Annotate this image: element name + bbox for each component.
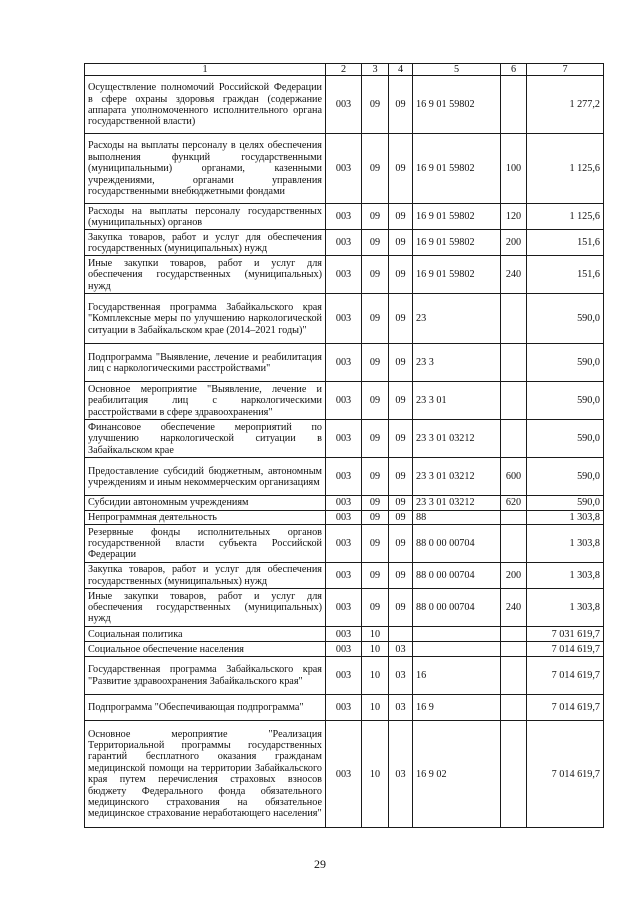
subsection-code-cell: 09	[389, 382, 413, 420]
subsection-code-cell: 09	[389, 563, 413, 589]
section-code-cell: 09	[362, 204, 389, 230]
section-code-cell: 09	[362, 525, 389, 563]
expense-type-cell: 620	[501, 496, 527, 510]
header-row	[85, 64, 604, 76]
row-name-cell: Государственная программа Забайкальского края "Развитие здравоохранения Забайкальского края"	[85, 657, 326, 695]
amount-cell: 590,0	[527, 458, 604, 496]
table-row	[85, 525, 604, 563]
row-name-cell: Иные закупки товаров, работ и услуг для обеспечения государственных (муниципальных) нужд	[85, 256, 326, 294]
expense-type-cell: 100	[501, 134, 527, 204]
table-row	[85, 420, 604, 458]
row-name-cell: Государственная программа Забайкальского края "Комплексные меры по улучшению наркологической ситуации в Забайкальском крае (2014–2021 годы)"	[85, 294, 326, 344]
table-row	[85, 657, 604, 695]
admin-code-cell: 003	[326, 657, 362, 695]
expense-type-cell	[501, 382, 527, 420]
expense-type-cell	[501, 344, 527, 382]
amount-cell: 590,0	[527, 382, 604, 420]
target-article-cell: 16 9 01 59802	[413, 134, 501, 204]
target-article-cell: 23 3 01	[413, 382, 501, 420]
section-code-cell: 09	[362, 458, 389, 496]
target-article-cell: 23 3 01 03212	[413, 496, 501, 510]
table-row	[85, 695, 604, 721]
expense-type-cell	[501, 525, 527, 563]
admin-code-cell: 003	[326, 294, 362, 344]
expense-type-cell	[501, 642, 527, 657]
target-article-cell: 16	[413, 657, 501, 695]
amount-cell: 7 014 619,7	[527, 657, 604, 695]
amount-cell: 590,0	[527, 344, 604, 382]
amount-cell: 151,6	[527, 230, 604, 256]
section-code-cell: 09	[362, 510, 389, 524]
amount-cell: 7 014 619,7	[527, 642, 604, 657]
table-row	[85, 458, 604, 496]
section-code-cell: 10	[362, 642, 389, 657]
target-article-cell: 88 0 00 00704	[413, 589, 501, 627]
row-name-cell: Основное мероприятие "Реализация Территориальной программы государственных гарантий бесплатного оказания гражданам медицинской помощи на территории Забайкальского края путем перечисления страховых взносов бюджету Федерального фонда обязательного медицинского страхования на обязательное медицинское страхование неработающего населения"	[85, 721, 326, 828]
subsection-code-cell: 03	[389, 721, 413, 828]
table-row	[85, 563, 604, 589]
section-code-cell: 10	[362, 721, 389, 828]
column-header: 5	[413, 64, 501, 76]
row-name-cell: Резервные фонды исполнительных органов государственной власти субъекта Российской Федерации	[85, 525, 326, 563]
amount-cell: 7 014 619,7	[527, 721, 604, 828]
table-row	[85, 510, 604, 524]
expense-type-cell	[501, 627, 527, 642]
column-header: 6	[501, 64, 527, 76]
section-code-cell: 10	[362, 695, 389, 721]
target-article-cell: 23 3	[413, 344, 501, 382]
amount-cell: 590,0	[527, 420, 604, 458]
section-code-cell: 09	[362, 76, 389, 134]
expense-type-cell: 120	[501, 204, 527, 230]
admin-code-cell: 003	[326, 76, 362, 134]
section-code-cell: 09	[362, 563, 389, 589]
admin-code-cell: 003	[326, 204, 362, 230]
section-code-cell: 09	[362, 420, 389, 458]
table-row	[85, 76, 604, 134]
budget-table	[84, 63, 604, 828]
table-row	[85, 134, 604, 204]
amount-cell: 1 303,8	[527, 589, 604, 627]
subsection-code-cell: 09	[389, 496, 413, 510]
expense-type-cell	[501, 695, 527, 721]
expense-type-cell	[501, 294, 527, 344]
admin-code-cell: 003	[326, 627, 362, 642]
target-article-cell: 16 9 01 59802	[413, 256, 501, 294]
amount-cell: 7 031 619,7	[527, 627, 604, 642]
expense-type-cell: 600	[501, 458, 527, 496]
amount-cell: 1 125,6	[527, 204, 604, 230]
target-article-cell: 23	[413, 294, 501, 344]
column-header: 4	[389, 64, 413, 76]
amount-cell: 1 303,8	[527, 563, 604, 589]
column-header: 3	[362, 64, 389, 76]
target-article-cell: 16 9	[413, 695, 501, 721]
subsection-code-cell: 03	[389, 642, 413, 657]
subsection-code-cell: 09	[389, 134, 413, 204]
admin-code-cell: 003	[326, 230, 362, 256]
subsection-code-cell: 09	[389, 230, 413, 256]
section-code-cell: 09	[362, 496, 389, 510]
target-article-cell: 23 3 01 03212	[413, 420, 501, 458]
page-number: 29	[314, 857, 326, 871]
expense-type-cell	[501, 76, 527, 134]
admin-code-cell: 003	[326, 642, 362, 657]
section-code-cell: 09	[362, 589, 389, 627]
amount-cell: 7 014 619,7	[527, 695, 604, 721]
expense-type-cell	[501, 721, 527, 828]
subsection-code-cell: 09	[389, 420, 413, 458]
table-row	[85, 256, 604, 294]
target-article-cell: 88 0 00 00704	[413, 563, 501, 589]
row-name-cell: Субсидии автономным учреждениям	[85, 496, 326, 510]
target-article-cell: 16 9 01 59802	[413, 76, 501, 134]
section-code-cell: 10	[362, 657, 389, 695]
row-name-cell: Основное мероприятие "Выявление, лечение и реабилитация лиц с наркологическими расстройствами в сфере здравоохранения"	[85, 382, 326, 420]
expense-type-cell	[501, 657, 527, 695]
row-name-cell: Социальное обеспечение населения	[85, 642, 326, 657]
admin-code-cell: 003	[326, 589, 362, 627]
row-name-cell: Социальная политика	[85, 627, 326, 642]
admin-code-cell: 003	[326, 695, 362, 721]
admin-code-cell: 003	[326, 344, 362, 382]
subsection-code-cell: 09	[389, 344, 413, 382]
amount-cell: 590,0	[527, 294, 604, 344]
section-code-cell: 09	[362, 382, 389, 420]
row-name-cell: Финансовое обеспечение мероприятий по улучшению наркологической ситуации в Забайкальском крае	[85, 420, 326, 458]
target-article-cell: 88 0 00 00704	[413, 525, 501, 563]
target-article-cell: 88	[413, 510, 501, 524]
expense-type-cell: 200	[501, 230, 527, 256]
expense-type-cell	[501, 420, 527, 458]
admin-code-cell: 003	[326, 458, 362, 496]
amount-cell: 590,0	[527, 496, 604, 510]
amount-cell: 151,6	[527, 256, 604, 294]
expense-type-cell	[501, 510, 527, 524]
admin-code-cell: 003	[326, 510, 362, 524]
subsection-code-cell: 09	[389, 76, 413, 134]
target-article-cell	[413, 642, 501, 657]
table-row	[85, 721, 604, 828]
table-row	[85, 589, 604, 627]
section-code-cell: 09	[362, 256, 389, 294]
subsection-code-cell: 09	[389, 294, 413, 344]
row-name-cell: Расходы на выплаты персоналу государственных (муниципальных) органов	[85, 204, 326, 230]
admin-code-cell: 003	[326, 382, 362, 420]
section-code-cell: 09	[362, 230, 389, 256]
row-name-cell: Непрограммная деятельность	[85, 510, 326, 524]
subsection-code-cell: 09	[389, 510, 413, 524]
subsection-code-cell: 09	[389, 589, 413, 627]
column-header: 1	[85, 64, 326, 76]
target-article-cell: 16 9 01 59802	[413, 230, 501, 256]
admin-code-cell: 003	[326, 496, 362, 510]
admin-code-cell: 003	[326, 721, 362, 828]
subsection-code-cell: 09	[389, 204, 413, 230]
section-code-cell: 09	[362, 294, 389, 344]
column-header: 7	[527, 64, 604, 76]
target-article-cell: 16 9 01 59802	[413, 204, 501, 230]
table-body	[85, 76, 604, 828]
section-code-cell: 09	[362, 134, 389, 204]
amount-cell: 1 277,2	[527, 76, 604, 134]
section-code-cell: 09	[362, 344, 389, 382]
subsection-code-cell: 03	[389, 657, 413, 695]
target-article-cell	[413, 627, 501, 642]
table-row	[85, 382, 604, 420]
amount-cell: 1 303,8	[527, 510, 604, 524]
admin-code-cell: 003	[326, 525, 362, 563]
subsection-code-cell: 09	[389, 525, 413, 563]
column-header: 2	[326, 64, 362, 76]
expense-type-cell: 200	[501, 563, 527, 589]
expense-type-cell: 240	[501, 589, 527, 627]
amount-cell: 1 125,6	[527, 134, 604, 204]
table-row	[85, 642, 604, 657]
amount-cell: 1 303,8	[527, 525, 604, 563]
subsection-code-cell: 09	[389, 256, 413, 294]
row-name-cell: Закупка товаров, работ и услуг для обеспечения государственных (муниципальных) нужд	[85, 563, 326, 589]
row-name-cell: Закупка товаров, работ и услуг для обеспечения государственных (муниципальных) нужд	[85, 230, 326, 256]
row-name-cell: Подпрограмма "Выявление, лечение и реабилитация лиц с наркологическими расстройствами"	[85, 344, 326, 382]
row-name-cell: Расходы на выплаты персоналу в целях обеспечения выполнения функций государственными (муниципальными) органами, казенными учреждениями, органами управления государственными внебюджетными фондами	[85, 134, 326, 204]
row-name-cell: Предоставление субсидий бюджетным, автономным учреждениям и иным некоммерческим организациям	[85, 458, 326, 496]
subsection-code-cell: 03	[389, 695, 413, 721]
row-name-cell: Иные закупки товаров, работ и услуг для обеспечения государственных (муниципальных) нужд	[85, 589, 326, 627]
table-row	[85, 204, 604, 230]
row-name-cell: Подпрограмма "Обеспечивающая подпрограмма"	[85, 695, 326, 721]
table-row	[85, 344, 604, 382]
target-article-cell: 16 9 02	[413, 721, 501, 828]
table-row	[85, 230, 604, 256]
subsection-code-cell	[389, 627, 413, 642]
section-code-cell: 10	[362, 627, 389, 642]
expense-type-cell: 240	[501, 256, 527, 294]
target-article-cell: 23 3 01 03212	[413, 458, 501, 496]
admin-code-cell: 003	[326, 256, 362, 294]
row-name-cell: Осуществление полномочий Российской Федерации в сфере охраны здоровья граждан (содержание аппарата уполномоченного исполнительного органа государственной власти)	[85, 76, 326, 134]
admin-code-cell: 003	[326, 563, 362, 589]
table-row	[85, 496, 604, 510]
subsection-code-cell: 09	[389, 458, 413, 496]
admin-code-cell: 003	[326, 420, 362, 458]
table-row	[85, 627, 604, 642]
admin-code-cell: 003	[326, 134, 362, 204]
table-row	[85, 294, 604, 344]
budget-table-container	[84, 63, 604, 828]
